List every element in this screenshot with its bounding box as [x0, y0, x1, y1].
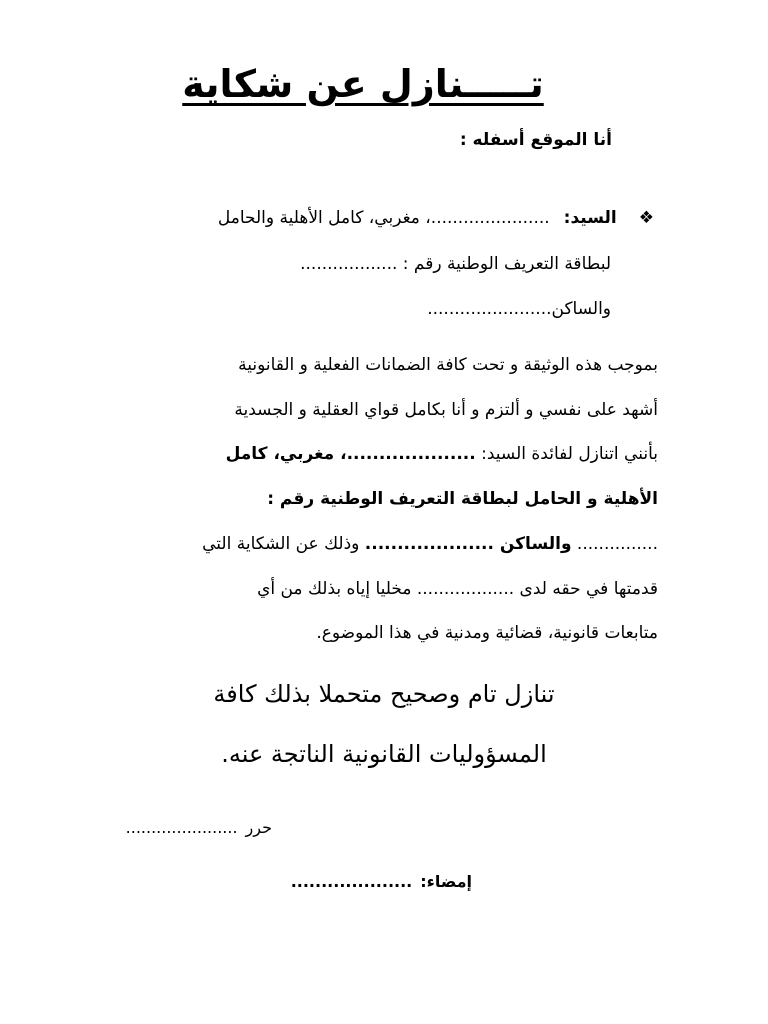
body-line-5 [202, 534, 658, 554]
written-label: حرر [245, 818, 272, 837]
person-label: السيد: [563, 208, 617, 228]
document-title: تـــــنازل عن شكاية [182, 62, 544, 106]
diamond-bullet-icon: ❖ [638, 208, 654, 228]
written-dots: ...................... [125, 818, 238, 837]
body-line-4-bold: الأهلية و الحامل لبطاقة التعريف الوطنية رقم : [267, 489, 658, 509]
conclusion-line-2: المسؤوليات القانونية الناتجة عنه. [221, 740, 547, 768]
address-line: والساكن....................... [427, 299, 611, 319]
body-line-2: أشهد على نفسي و ألتزم و أنا بكامل قواي العقلية و الجسدية [234, 400, 658, 420]
signature-label: إمضاء: [420, 872, 472, 891]
conclusion-line-1: تنازل تام وصحيح متحملا بذلك كافة [213, 680, 555, 708]
body-line-3 [226, 444, 658, 464]
intro-text: أنا الموقع أسفله : [459, 130, 612, 150]
body-line-3-bold: ....................، مغربي، كامل [225, 444, 476, 464]
person-rest: مغربي، كامل الأهلية والحامل [217, 208, 426, 228]
body-line-5-post: وذلك عن الشكاية التي [202, 534, 365, 554]
body-line-5-pre: ............... [571, 534, 658, 554]
signature-dots: .................... [290, 872, 413, 891]
body-line-7: متابعات قانونية، قضائية ومدنية في هذا الموضوع. [316, 623, 658, 643]
body-line-1: بموجب هذه الوثيقة و تحت كافة الضمانات الفعلية و القانونية [238, 355, 658, 375]
written-at-line [126, 818, 272, 837]
body-line-6: قدمتها في حقه لدى .................. مخليا إياه بذلك من أي [257, 579, 658, 599]
signature-line [291, 872, 472, 891]
person-line [218, 208, 654, 228]
body-line-4 [267, 489, 658, 509]
person-dots: ......................، [425, 208, 550, 228]
body-line-3-pre: بأنني اتنازل لفائدة السيد: [475, 444, 658, 464]
body-line-5-bold: والساكن .................... [364, 534, 572, 554]
id-line: لبطاقة التعريف الوطنية رقم : .................. [300, 254, 611, 274]
